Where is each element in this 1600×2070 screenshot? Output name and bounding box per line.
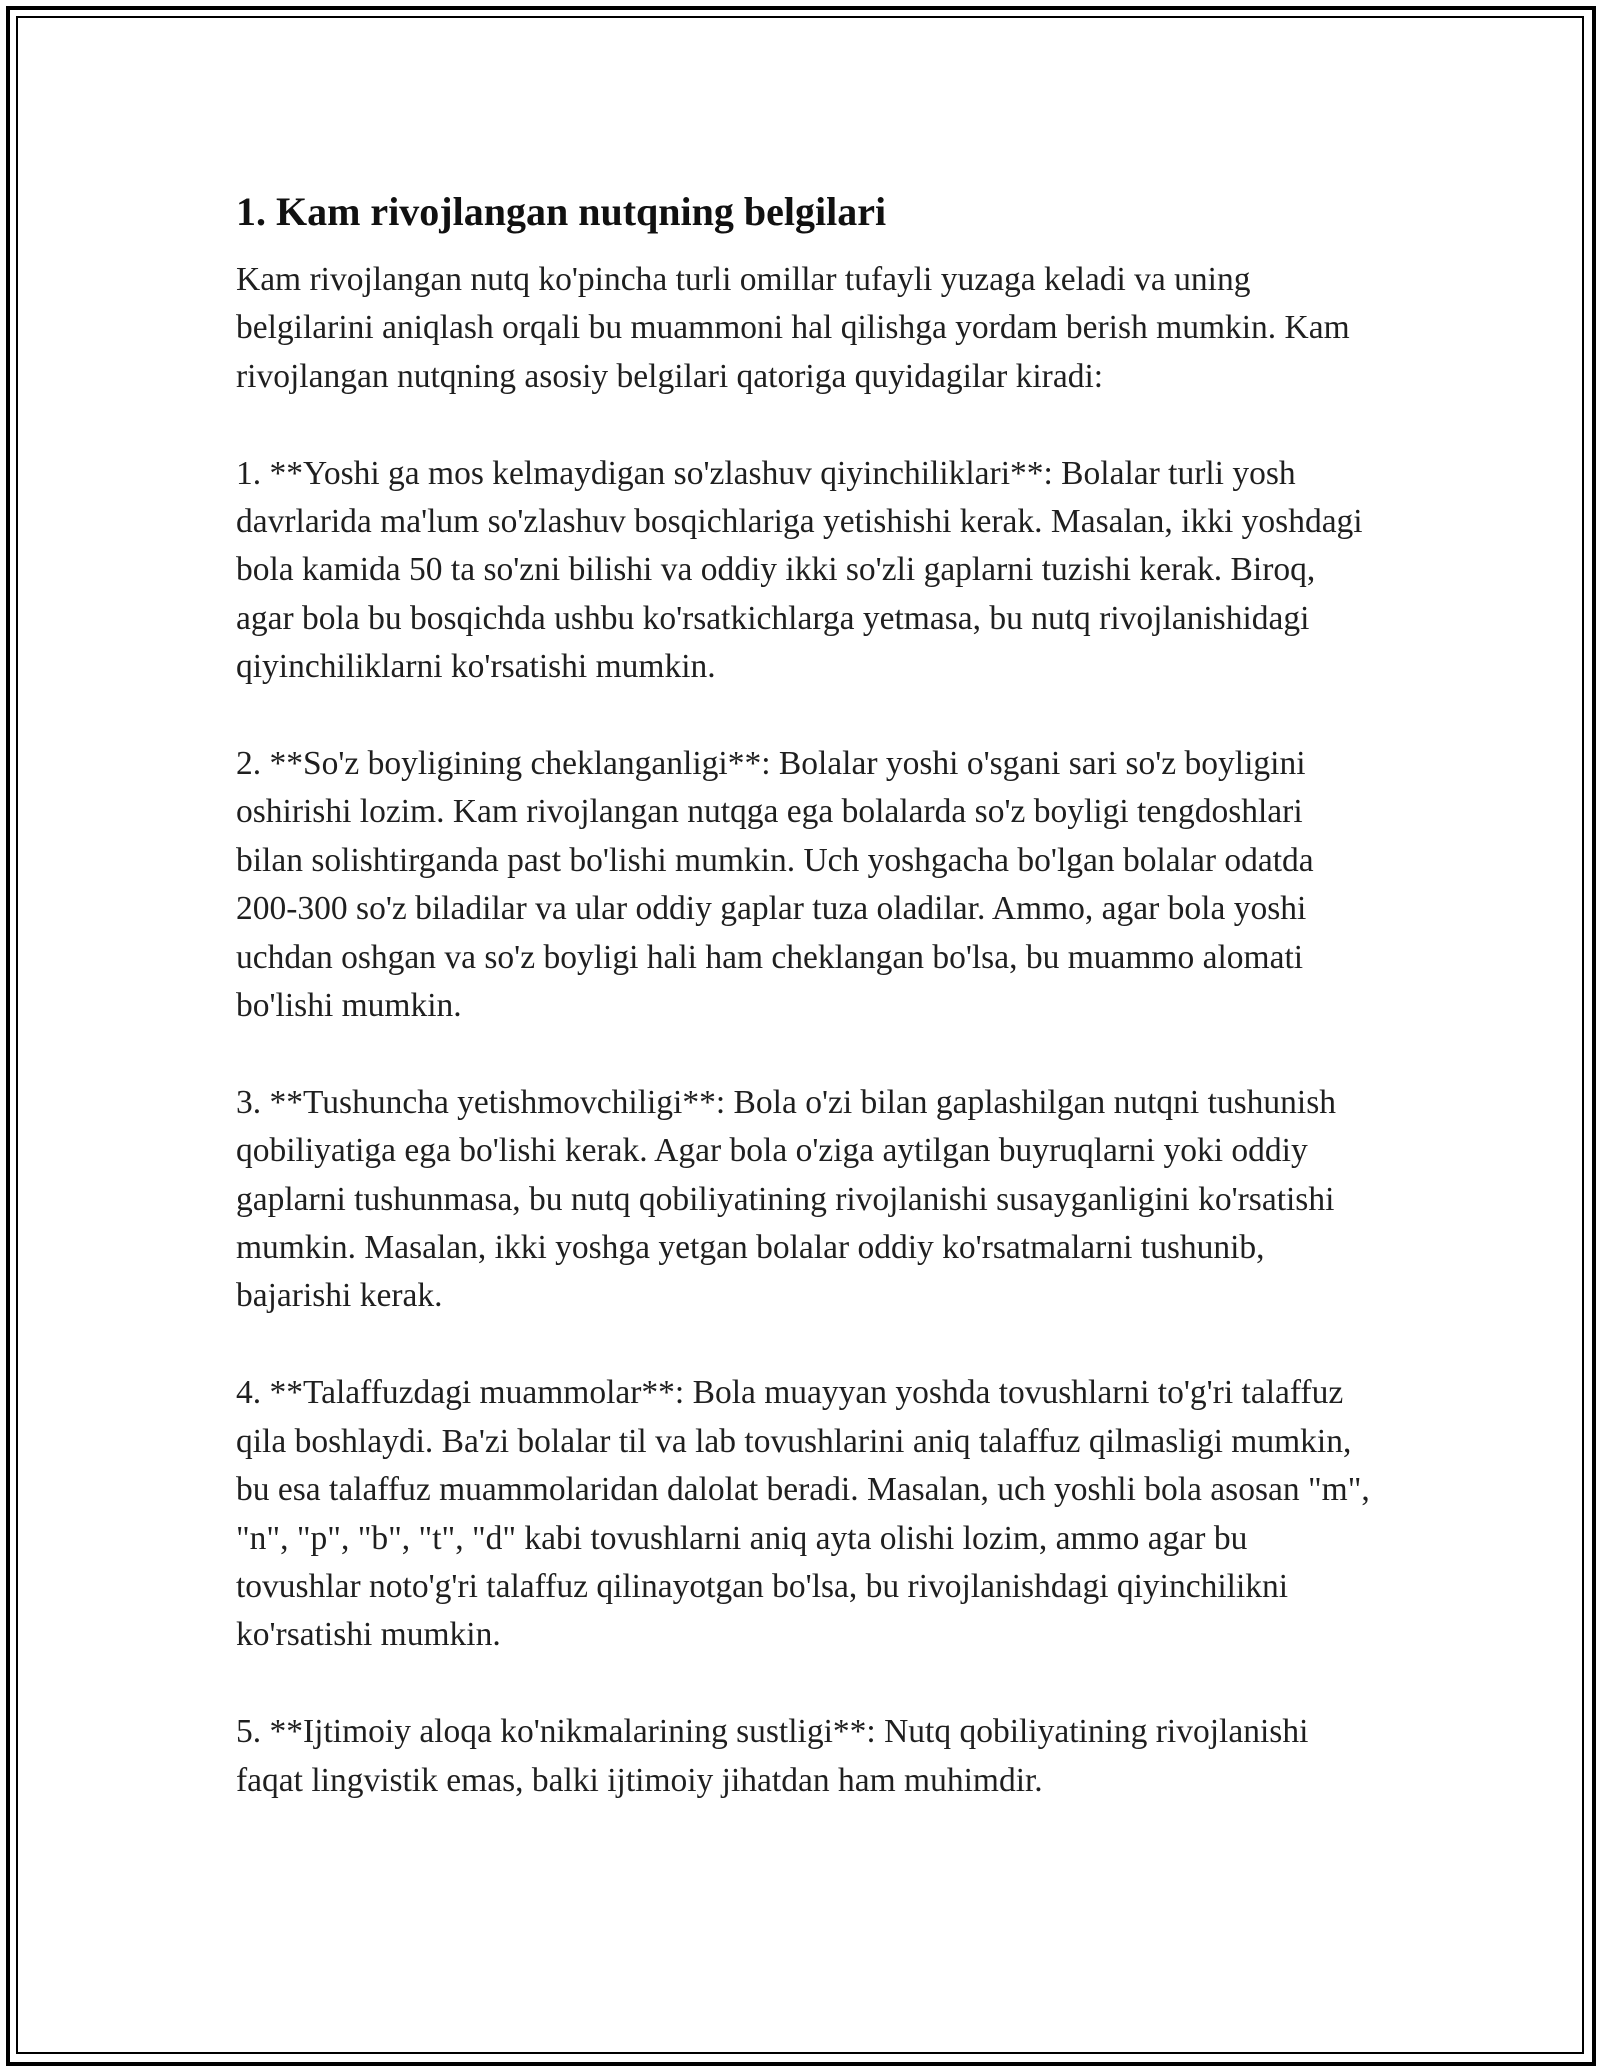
list-item-paragraph: 5. **Ijtimoiy aloqa ko'nikmalarining sustligi**: Nutq qobiliyatining rivojlanishi faqat lingvistik emas, balki ijtimoiy jihatdan ham muhimdir. — [236, 1713, 1309, 1799]
list-item-paragraph: 2. **So'z boyligining cheklanganligi**: Bolalar yoshi o'sgani sari so'z boyligini oshirishi lozim. Kam rivojlangan nutqga ega bolalarda so'z boyligi tengdoshlari bilan solishtirganda past bo'lishi mumkin. Uch yoshgacha bo'lgan bolalar odatda 200-300 so'z biladilar va ular oddiy gaplar tuza oladilar. Ammo, agar bola yoshi uchdan oshgan va so'z boyligi hali ham cheklangan bo'lsa, bu muammo alomati bo'lishi mumkin. — [236, 745, 1314, 1025]
section-heading: 1. Kam rivojlangan nutqning belgilari — [236, 189, 887, 234]
list-item-paragraph: 4. **Talaffuzdagi muammolar**: Bola muayyan yoshda tovushlarni to'g'ri talaffuz qila boshlaydi. Ba'zi bolalar til va lab tovushlarini aniq talaffuz qilmasligi mumkin, bu esa talaffuz muammolaridan dalolat beradi. Masalan, uch yoshli bola asosan "m", "n", "p", "b", "t", "d" kabi tovushlarni aniq ayta olishi lozim, ammo agar bu tovushlar noto'g'ri talaffuz qilinayotgan bo'lsa, bu rivojlanishdagi qiyinchilikni ko'rsatishi mumkin. — [236, 1374, 1370, 1654]
list-item-paragraph: 1. **Yoshi ga mos kelmaydigan so'zlashuv qiyinchiliklari**: Bolalar turli yosh davrlarida ma'lum so'zlashuv bosqichlariga yetishishi kerak. Masalan, ikki yoshdagi bola kamida 50 ta so'zni bilishi va oddiy ikki so'zli gaplarni tuzishi kerak. Biroq, agar bola bu bosqichda ushbu ko'rsatkichlarga yetmasa, bu nutq rivojlanishidagi qiyinchiliklarni ko'rsatishi mumkin. — [236, 454, 1363, 686]
document-body — [236, 188, 1376, 1805]
list-item-paragraph: 3. **Tushuncha yetishmovchiligi**: Bola o'zi bilan gaplashilgan nutqni tushunish qobiliyatiga ega bo'lishi kerak. Agar bola o'ziga aytilgan buyruqlarni yoki oddiy gaplarni tushunmasa, bu nutq qobiliyatining rivojlanishi susayganligini ko'rsatishi mumkin. Masalan, ikki yoshga yetgan bolalar oddiy ko'rsatmalarni tushunib, bajarishi kerak. — [236, 1083, 1337, 1315]
intro-paragraph: Kam rivojlangan nutq ko'pincha turli omillar tufayli yuzaga keladi va uning belgilarini aniqlash orqali bu muammoni hal qilishga yordam berish mumkin. Kam rivojlangan nutqning asosiy belgilari qatoriga quyidagilar kiradi: — [236, 261, 1350, 395]
